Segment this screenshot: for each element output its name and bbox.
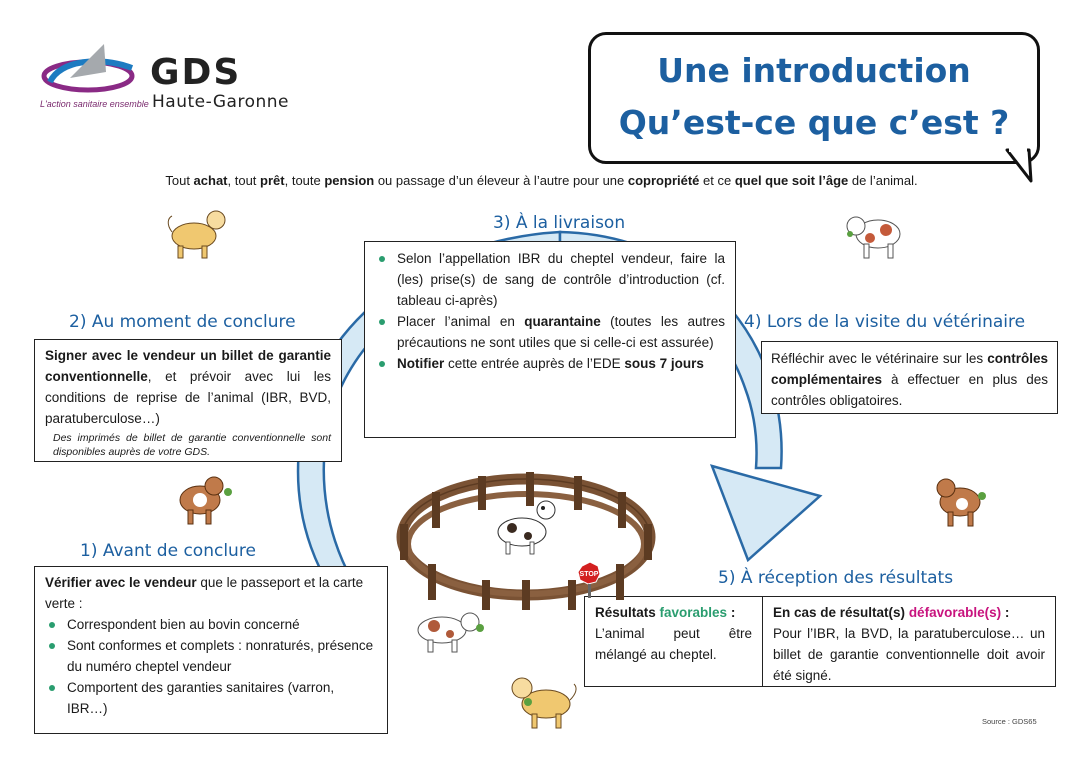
step3-bullet-3: Notifier cette entrée auprès de l’EDE sous 7 jours xyxy=(375,353,725,374)
step1-heading: 1) Avant de conclure xyxy=(80,541,256,561)
step1-bullet-1: Correspondent bien au bovin concerné xyxy=(45,614,377,635)
step2-text: Signer avec le vendeur un billet de garantie conventionnelle, et prévoir avec lui les conditions de reprise de l’animal (IBR, BVD, paratuberculose…) xyxy=(45,348,331,426)
logo-region: Haute-Garonne xyxy=(152,92,289,112)
step3-bullet-2: Placer l’animal en quarantaine (toutes les autres précautions ne sont utiles que si celle-ci est assurée) xyxy=(375,311,725,353)
cow-icon-3 xyxy=(174,472,234,526)
step5-favorable-text: L’animal peut être mélangé au cheptel. xyxy=(595,626,752,662)
step5-heading: 5) À réception des résultats xyxy=(718,568,954,588)
step3-box xyxy=(364,241,736,438)
step1-bullet-3: Comportent des garanties sanitaires (varron, IBR…) xyxy=(45,677,377,719)
cow-icon-2 xyxy=(840,204,910,262)
step3-bullet-1: Selon l’appellation IBR du cheptel vendeur, faire la (les) prise(s) de sang de contrôle d’introduction (cf. tableau ci-après) xyxy=(375,248,725,311)
logo-name: GDS xyxy=(150,52,242,93)
cow-icon-1 xyxy=(164,204,234,262)
step1-lead: Vérifier avec le vendeur que le passeport et la carte verte : xyxy=(45,575,364,611)
source-note: Source : GDS65 xyxy=(982,717,1037,726)
cow-icon-6 xyxy=(506,670,580,732)
step4-box xyxy=(761,341,1058,414)
gds-logo-icon xyxy=(40,42,140,102)
title-line-1: Une introduction xyxy=(657,51,971,90)
title-line-2: Qu’est-ce que c’est ? xyxy=(618,103,1010,142)
step2-box xyxy=(34,339,342,462)
intro-sentence: Tout achat, tout prêt, toute pension ou passage d’un éleveur à l’autre pour une copropriété et ce quel que soit l’âge de l’animal. xyxy=(165,173,918,188)
logo-tagline: L'action sanitaire ensemble xyxy=(40,99,149,109)
step5-defavorable-text: Pour l’IBR, la BVD, la paratuberculose… un billet de garantie conventionnelle doit avoir été signé. xyxy=(773,626,1045,683)
step3-heading: 3) À la livraison xyxy=(493,213,626,233)
cow-icon-4 xyxy=(930,474,990,528)
step1-bullet-2: Sont conformes et complets : nonraturés, présence du numéro cheptel vendeur xyxy=(45,635,377,677)
step4-text: Réfléchir avec le vétérinaire sur les contrôles complémentaires à effectuer en plus des contrôles obligatoires. xyxy=(771,351,1048,408)
cow-icon-5 xyxy=(412,600,486,656)
stop-sign-text: STOP xyxy=(579,571,599,578)
step5-defavorable-box xyxy=(762,596,1056,687)
step1-box xyxy=(34,566,388,734)
step4-heading: 4) Lors de la visite du vétérinaire xyxy=(744,312,1026,332)
step2-note: Des imprimés de billet de garantie conventionnelle sont disponibles auprès de votre GDS. xyxy=(53,432,331,458)
title-box xyxy=(588,32,1040,164)
step2-heading: 2) Au moment de conclure xyxy=(69,312,296,332)
fence-enclosure-illustration xyxy=(392,462,660,612)
step5-favorable-title: Résultats favorables : xyxy=(595,605,736,620)
step5-defavorable-title: En cas de résultat(s) défavorable(s) : xyxy=(773,605,1010,620)
